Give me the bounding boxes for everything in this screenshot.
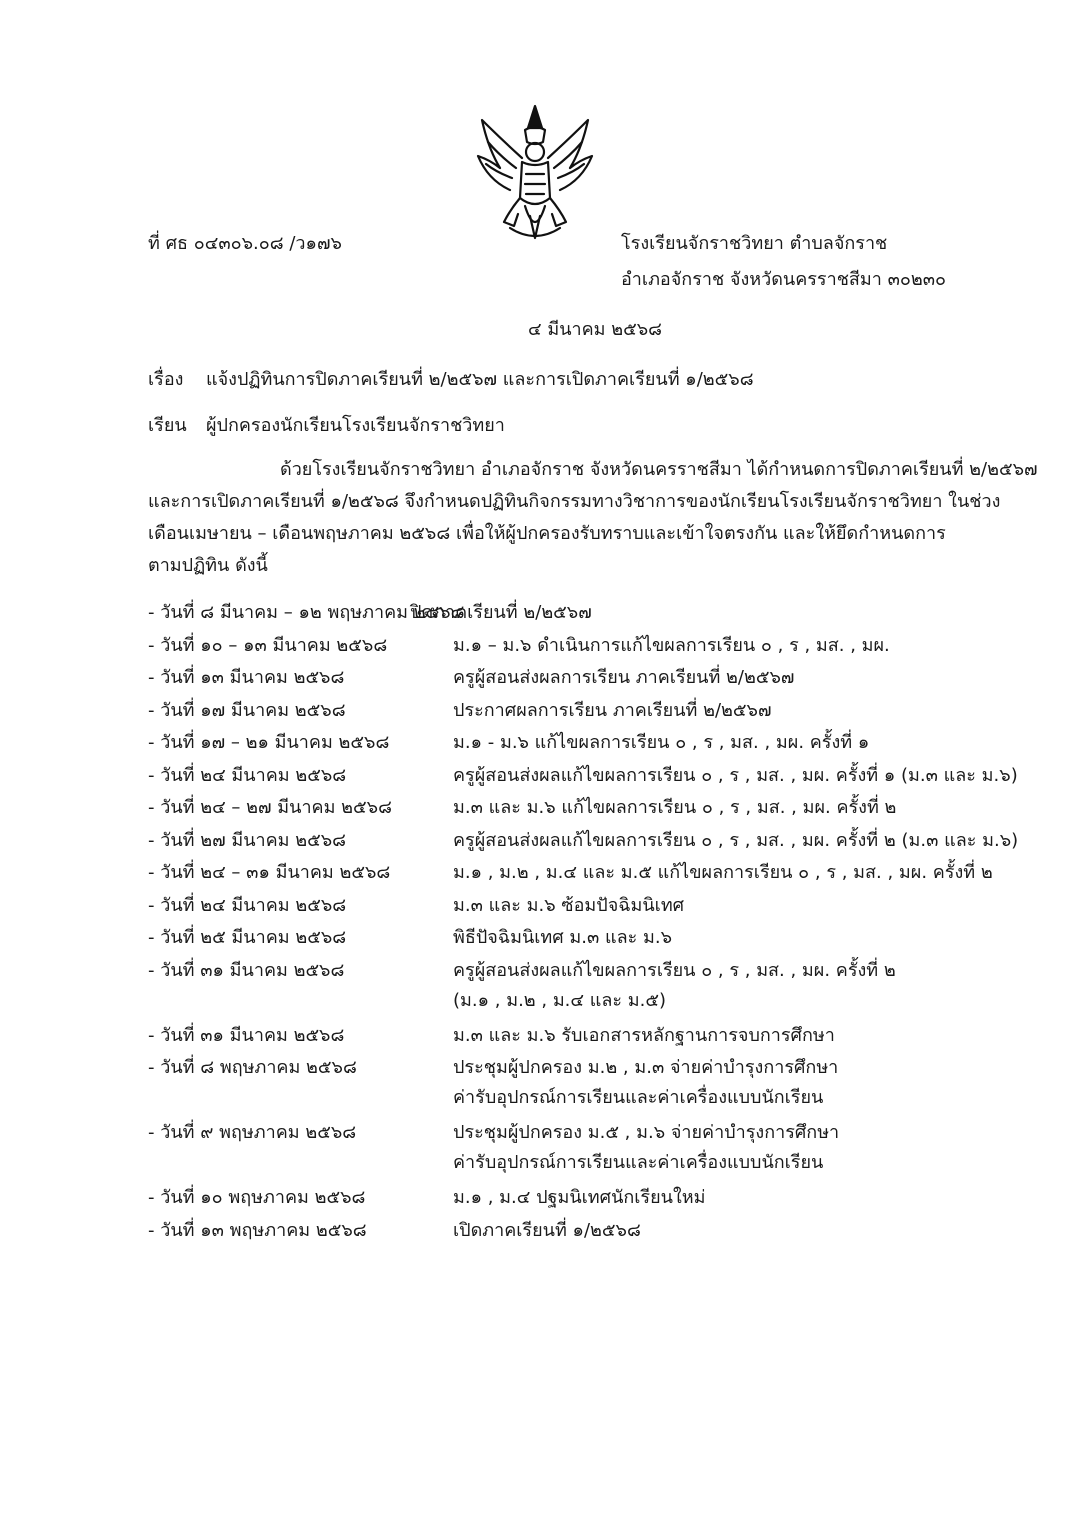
schedule-activity: ม.๑ , ม.๒ , ม.๔ และ ม.๕ แก้ไขผลการเรียน ๐ , ร , มส. , มผ. ครั้งที่ ๒	[453, 862, 993, 883]
schedule-activity: ม.๓ และ ม.๖ แก้ไขผลการเรียน ๐ , ร , มส. , มผ. ครั้งที่ ๒	[453, 797, 897, 818]
body-line-3: เดือนเมษายน – เดือนพฤษภาคม ๒๕๖๘ เพื่อให้ผู้ปกครองรับทราบและเข้าใจตรงกัน และให้ยึดกำหนดการ	[148, 523, 946, 544]
schedule-activity-line1: ประชุมผู้ปกครอง ม.๕ , ม.๖ จ่ายค่าบำรุงการศึกษา	[453, 1122, 840, 1143]
recipient-label: เรียน	[148, 415, 187, 436]
schedule-date: - วันที่ ๑๓ พฤษภาคม ๒๕๖๘	[148, 1219, 367, 1241]
document-date: ๔ มีนาคม ๒๕๖๘	[528, 319, 663, 340]
schedule-date: - วันที่ ๒๔ มีนาคม ๒๕๖๘	[148, 764, 347, 786]
schedule-row	[148, 826, 1028, 859]
schedule-activity: ม.๑ - ม.๖ แก้ไขผลการเรียน ๐ , ร , มส. , มผ. ครั้งที่ ๑	[453, 732, 870, 753]
school-address-line2: อำเภอจักราช จังหวัดนครราชสีมา ๓๐๒๓๐	[621, 269, 947, 290]
garuda-emblem-icon	[470, 98, 600, 248]
schedule-activity-line2: ค่ารับอุปกรณ์การเรียนและค่าเครื่องแบบนักเรียน	[453, 1087, 824, 1108]
recipient-text: ผู้ปกครองนักเรียนโรงเรียนจักราชวิทยา	[206, 415, 505, 436]
schedule-activity-line1: ครูผู้สอนส่งผลแก้ไขผลการเรียน ๐ , ร , มส. , มผ. ครั้งที่ ๒	[453, 959, 896, 981]
subject-label: เรื่อง	[148, 369, 184, 390]
schedule-activity	[453, 1053, 838, 1113]
schedule-activity: พิธีปัจฉิมนิเทศ ม.๓ และ ม.๖	[453, 927, 673, 948]
schedule-row	[148, 1183, 1028, 1216]
schedule-activity	[453, 1118, 839, 1178]
schedule-row	[148, 663, 1028, 696]
schedule-date: - วันที่ ๑๐ พฤษภาคม ๒๕๖๘	[148, 1187, 366, 1208]
schedule-row	[148, 728, 1028, 761]
schedule-date: - วันที่ ๙ พฤษภาคม ๒๕๖๘	[148, 1122, 357, 1143]
schedule-activity-line2: ค่ารับอุปกรณ์การเรียนและค่าเครื่องแบบนักเรียน	[453, 1152, 824, 1173]
schedule-row	[148, 923, 1028, 956]
body-line-2: และการเปิดภาคเรียนที่ ๑/๒๕๖๘ จึงกำหนดปฏิทินกิจกรรมทางวิชาการของนักเรียนโรงเรียนจักราชวิทยา ในช่วง	[148, 491, 1001, 512]
schedule-activity: เปิดภาคเรียนที่ ๑/๒๕๖๘	[453, 1219, 641, 1241]
schedule-date: - วันที่ ๒๕ มีนาคม ๒๕๖๘	[148, 927, 347, 948]
schedule-activity: ครูผู้สอนส่งผลแก้ไขผลการเรียน ๐ , ร , มส. , มผ. ครั้งที่ ๑ (ม.๓ และ ม.๖)	[453, 764, 1018, 786]
schedule-date: - วันที่ ๒๗ มีนาคม ๒๕๖๘	[148, 829, 347, 851]
schedule-activity: ครูผู้สอนส่งผลแก้ไขผลการเรียน ๐ , ร , มส. , มผ. ครั้งที่ ๒ (ม.๓ และ ม.๖)	[453, 829, 1019, 851]
schedule-date: - วันที่ ๑๗ – ๒๑ มีนาคม ๒๕๖๘	[148, 732, 390, 753]
schedule-activity	[453, 956, 896, 1016]
schedule-row	[148, 631, 1028, 664]
schedule-row	[148, 956, 1028, 1021]
schedule-activity: ม.๓ และ ม.๖ ซ้อมปัจฉิมนิเทศ	[453, 894, 685, 916]
body-line-1: ด้วยโรงเรียนจักราชวิทยา อำเภอจักราช จังหวัดนครราชสีมา ได้กำหนดการปิดภาคเรียนที่ ๒/๒๕๖๗	[280, 459, 1038, 480]
schedule-row	[148, 1053, 1028, 1118]
schedule-date: - วันที่ ๑๓ มีนาคม ๒๕๖๘	[148, 667, 345, 688]
schedule-date: - วันที่ ๒๔ มีนาคม ๒๕๖๘	[148, 894, 347, 916]
schedule-activity: ครูผู้สอนส่งผลการเรียน ภาคเรียนที่ ๒/๒๕๖๗	[453, 667, 795, 688]
school-address-line1: โรงเรียนจักราชวิทยา ตำบลจักราช	[621, 233, 888, 254]
subject-text: แจ้งปฏิทินการปิดภาคเรียนที่ ๒/๒๕๖๗ และการเปิดภาคเรียนที่ ๑/๒๕๖๘	[206, 369, 754, 390]
schedule-row	[148, 858, 1028, 891]
schedule-row	[148, 891, 1028, 924]
schedule-row	[148, 761, 1028, 794]
schedule-row	[148, 1118, 1028, 1183]
reference-number: ที่ ศธ ๐๔๓๐๖.๐๘ /ว๑๗๖	[148, 233, 342, 254]
schedule-activity: ม.๑ – ม.๖ ดำเนินการแก้ไขผลการเรียน ๐ , ร , มส. , มผ.	[453, 634, 890, 656]
schedule-list	[148, 598, 1028, 1248]
schedule-activity: ม.๑ , ม.๔ ปฐมนิเทศนักเรียนใหม่	[453, 1187, 706, 1208]
schedule-date: - วันที่ ๓๑ มีนาคม ๒๕๖๘	[148, 1024, 345, 1046]
schedule-activity: ม.๓ และ ม.๖ รับเอกสารหลักฐานการจบการศึกษา	[453, 1024, 835, 1046]
schedule-row	[148, 1216, 1028, 1249]
schedule-date: - วันที่ ๒๔ – ๒๗ มีนาคม ๒๕๖๘	[148, 797, 392, 818]
schedule-activity: ประกาศผลการเรียน ภาคเรียนที่ ๒/๒๕๖๗	[453, 699, 772, 721]
schedule-date: - วันที่ ๒๔ – ๓๑ มีนาคม ๒๕๖๘	[148, 862, 391, 883]
schedule-date: - วันที่ ๑๐ – ๑๓ มีนาคม ๒๕๖๘	[148, 634, 388, 656]
schedule-activity-line2: (ม.๑ , ม.๒ , ม.๔ และ ม.๕)	[453, 989, 667, 1011]
body-line-4: ตามปฏิทิน ดังนี้	[148, 555, 268, 576]
schedule-date: - วันที่ ๓๑ มีนาคม ๒๕๖๘	[148, 959, 345, 981]
schedule-activity: ปิดภาคเรียนที่ ๒/๒๕๖๗	[410, 602, 592, 623]
schedule-row	[148, 696, 1028, 729]
schedule-row	[148, 793, 1028, 826]
schedule-row	[148, 598, 1028, 631]
schedule-date: - วันที่ ๘ พฤษภาคม ๒๕๖๘	[148, 1057, 357, 1078]
schedule-date: - วันที่ ๘ มีนาคม – ๑๒ พฤษภาคม ๒๕๖๘	[148, 602, 465, 623]
schedule-row	[148, 1021, 1028, 1054]
schedule-date: - วันที่ ๑๗ มีนาคม ๒๕๖๘	[148, 699, 346, 721]
schedule-activity-line1: ประชุมผู้ปกครอง ม.๒ , ม.๓ จ่ายค่าบำรุงการศึกษา	[453, 1057, 839, 1078]
